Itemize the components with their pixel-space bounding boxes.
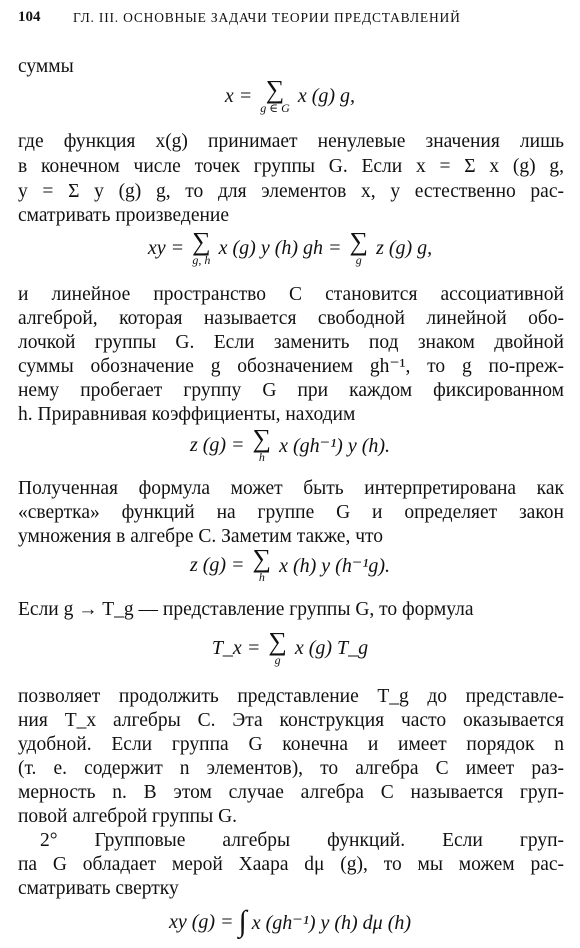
text-line: ния T_x алгебры C. Эта конструкция часто оказывается (18, 710, 564, 731)
text-line: удобной. Если группа G конечна и имеет порядок n (18, 734, 564, 755)
formula-lhs: z (g) = (189, 433, 245, 456)
summation-sign: ∑ h (252, 544, 272, 584)
text-line: «свертка» функций на группе G и определяет закон (18, 502, 564, 523)
text-line: повой алгеброй группы G. (18, 806, 238, 827)
formula-product-xy (0, 227, 580, 267)
text-line: алгеброй, которая называется свободной линейной обо- (18, 308, 564, 329)
integral-sign: ∫ (238, 905, 247, 938)
text-line: Полученная формула может быть интерпретирована как (18, 478, 564, 499)
formula-sum-x (0, 75, 580, 115)
formula-lhs: z (g) = (189, 553, 245, 576)
text-line: умножения в алгебре C. Заметим также, что (18, 526, 384, 547)
formula-convolution-z (0, 424, 580, 464)
formula-middle: x (g) y (h) gh = (218, 236, 342, 259)
formula-convolution-z-alt (0, 544, 580, 584)
text-line: y = Σ y (g) g, то для элементов x, y естественно рас- (18, 181, 564, 202)
page-number: 104 (18, 9, 41, 25)
formula-rhs: x (gh⁻¹) y (h). (279, 434, 391, 457)
formula-rhs: x (h) y (h⁻¹g). (279, 554, 391, 577)
text-line: лочкой группы G. Если заменить под знаком двойной (18, 332, 564, 353)
formula-rhs: x (gh⁻¹) y (h) dμ (h) (251, 911, 412, 934)
summation-index: g ∈ G (260, 101, 290, 115)
summation-index: h (258, 570, 265, 584)
summation-index: g (355, 253, 362, 267)
text-line: где функция x(g) принимает ненулевые значения лишь (18, 131, 564, 152)
text-line: h. Приравнивая коэффициенты, находим (18, 404, 356, 425)
text-line: Если g → T_g — представление группы G, то формула (18, 599, 474, 620)
text-line: сматривать произведение (18, 205, 230, 226)
text-line: нему пробегает группу G при каждом фиксированном (18, 380, 564, 401)
formula-lhs: xy = (147, 236, 185, 259)
summation-sign: ∑ g (349, 227, 369, 267)
text-line: суммы (18, 56, 74, 77)
formula-rhs: z (g) g, (376, 236, 433, 259)
running-title: ГЛ. III. ОСНОВНЫЕ ЗАДАЧИ ТЕОРИИ ПРЕДСТАВЛЕНИЙ (73, 10, 461, 25)
formula-integral-convolution (0, 905, 580, 939)
summation-sign: ∑ g (268, 627, 287, 667)
page-header (18, 9, 570, 33)
formula-rhs: x (g) T_g (294, 636, 369, 659)
text-line: мерность n. В этом случае алгебра C называется груп- (18, 782, 564, 803)
summation-sign: ∑ g ∈ G (260, 75, 290, 115)
formula-representation-t (0, 627, 580, 667)
formula-lhs: x = (224, 84, 253, 107)
summation-sign: ∑ h (252, 424, 272, 464)
formula-lhs: T_x = (211, 636, 261, 659)
text-line: и линейное пространство C становится ассоциативной (18, 284, 564, 305)
summation-index: h (258, 450, 265, 464)
text-line-section-heading: 2° Групповые алгебры функций. Если груп- (40, 830, 564, 851)
text-line: па G обладает мерой Хаара dμ (g), то мы можем рас- (18, 854, 564, 875)
text-line: позволяет продолжить представление T_g до представле- (18, 686, 564, 707)
text-line: (т. е. содержит n элементов), то алгебра C имеет раз- (18, 758, 564, 779)
text-line: суммы обозначение g обозначением gh⁻¹, то g по-преж- (18, 356, 564, 377)
summation-index: g, h (192, 253, 211, 267)
text-line: в конечном числе точек группы G. Если x = Σ x (g) g, (18, 156, 564, 177)
text-line: сматривать свертку (18, 878, 179, 899)
formula-rhs: x (g) g, (297, 84, 356, 107)
summation-sign: ∑ g, h (192, 227, 211, 267)
summation-index: g (274, 653, 281, 667)
formula-lhs: xy (g) = (168, 910, 234, 933)
